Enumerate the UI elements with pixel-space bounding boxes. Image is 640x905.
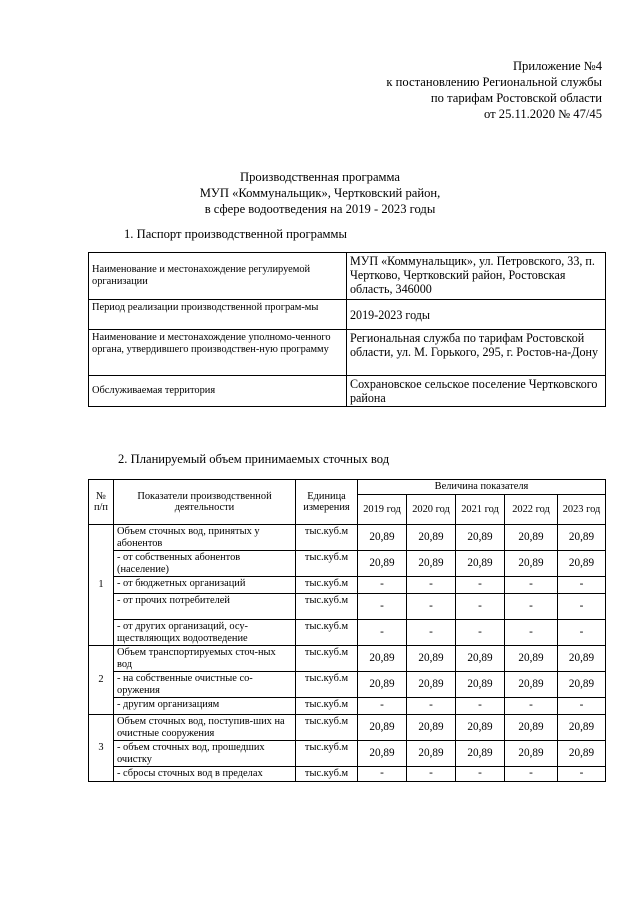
row-value: 20,89	[505, 741, 558, 767]
row-indicator: - другим организациям	[114, 698, 296, 715]
row-indicator: - от других организаций, осу-ществляющих водоотведение	[114, 620, 296, 646]
row-value: 20,89	[505, 551, 558, 577]
row-indicator: - от собственных абонентов (население)	[114, 551, 296, 577]
title-line: МУП «Коммунальщик», Чертковский район,	[199, 186, 441, 200]
row-value: -	[358, 620, 407, 646]
row-value: -	[456, 594, 505, 620]
row-number: 1	[89, 525, 114, 646]
row-value: 20,89	[358, 741, 407, 767]
passport-value: Региональная служба по тарифам Ростовской области, ул. М. Горького, 295, г. Ростов-на-Дону	[347, 330, 606, 376]
row-value: 20,89	[358, 672, 407, 698]
row-value: 20,89	[456, 551, 505, 577]
row-value: 20,89	[407, 715, 456, 741]
row-value: 20,89	[456, 646, 505, 672]
row-value: 20,89	[456, 715, 505, 741]
row-value: 20,89	[358, 551, 407, 577]
passport-value: 2019-2023 годы	[347, 300, 606, 330]
table-row	[89, 698, 606, 715]
header-unit: Единица измерения	[296, 480, 358, 525]
row-value: -	[456, 767, 505, 782]
row-value: 20,89	[407, 646, 456, 672]
row-value: -	[407, 698, 456, 715]
row-value: -	[358, 767, 407, 782]
passport-value: Сохрановское сельское поселение Чертковского района	[347, 376, 606, 407]
row-value: -	[407, 594, 456, 620]
table-row	[89, 525, 606, 551]
passport-label: Наименование и местонахождение регулируемой организации	[89, 253, 347, 300]
volume-table	[88, 479, 606, 782]
table-row	[89, 767, 606, 782]
passport-label: Обслуживаемая территория	[89, 376, 347, 407]
row-value: -	[505, 698, 558, 715]
row-value: -	[558, 698, 606, 715]
row-unit: тыс.куб.м	[296, 620, 358, 646]
row-value: -	[505, 577, 558, 594]
table-row	[89, 620, 606, 646]
row-value: -	[358, 698, 407, 715]
row-value: 20,89	[358, 525, 407, 551]
passport-label: Наименование и местонахождение уполномо-ченного органа, утвердившего производствен-ную программу	[89, 330, 347, 376]
row-indicator: - объем сточных вод, прошедших очистку	[114, 741, 296, 767]
volume-table-body	[89, 525, 606, 782]
row-value: 20,89	[358, 646, 407, 672]
row-value: -	[558, 767, 606, 782]
passport-table	[88, 252, 606, 407]
row-value: 20,89	[407, 672, 456, 698]
table-row	[89, 577, 606, 594]
row-value: 20,89	[505, 525, 558, 551]
table-row	[89, 715, 606, 741]
row-value: -	[358, 594, 407, 620]
row-value: 20,89	[558, 715, 606, 741]
row-value: -	[407, 767, 456, 782]
passport-row	[89, 330, 606, 376]
program-title	[0, 169, 640, 217]
table-row	[89, 551, 606, 577]
row-value: 20,89	[407, 741, 456, 767]
row-value: 20,89	[407, 525, 456, 551]
row-value: 20,89	[407, 551, 456, 577]
title-line: Производственная программа	[240, 170, 400, 184]
appendix-line: по тарифам Ростовской области	[430, 91, 602, 105]
table-row	[89, 672, 606, 698]
table-row	[89, 646, 606, 672]
row-value: -	[358, 577, 407, 594]
appendix-line: к постановлению Региональной службы	[386, 75, 602, 89]
row-number: 2	[89, 646, 114, 715]
header-year: 2021 год	[456, 495, 505, 525]
row-value: 20,89	[505, 646, 558, 672]
row-value: 20,89	[456, 672, 505, 698]
row-value: -	[505, 767, 558, 782]
row-value: 20,89	[456, 525, 505, 551]
row-value: -	[456, 577, 505, 594]
row-value: -	[505, 620, 558, 646]
passport-value: МУП «Коммунальщик», ул. Петровского, 33, п. Чертково, Чертковский район, Ростовская область, 346000	[347, 253, 606, 300]
row-indicator: - на собственные очистные со-оружения	[114, 672, 296, 698]
row-unit: тыс.куб.м	[296, 715, 358, 741]
row-unit: тыс.куб.м	[296, 551, 358, 577]
row-value: -	[505, 594, 558, 620]
row-indicator: Объем сточных вод, поступив-ших на очистные сооружения	[114, 715, 296, 741]
row-unit: тыс.куб.м	[296, 698, 358, 715]
section-1-heading: 1. Паспорт производственной программы	[124, 227, 347, 241]
row-unit: тыс.куб.м	[296, 594, 358, 620]
row-value: 20,89	[558, 525, 606, 551]
row-value: 20,89	[558, 551, 606, 577]
row-indicator: Объем транспортируемых сточ-ных вод	[114, 646, 296, 672]
table-row	[89, 594, 606, 620]
row-unit: тыс.куб.м	[296, 646, 358, 672]
row-value: 20,89	[558, 646, 606, 672]
header-year: 2023 год	[558, 495, 606, 525]
header-year: 2020 год	[407, 495, 456, 525]
header-indicator: Показатели производственной деятельности	[114, 480, 296, 525]
row-value: -	[558, 620, 606, 646]
row-unit: тыс.куб.м	[296, 741, 358, 767]
row-indicator: - сбросы сточных вод в пределах	[114, 767, 296, 782]
row-unit: тыс.куб.м	[296, 525, 358, 551]
row-value: 20,89	[505, 715, 558, 741]
title-line: в сфере водоотведения на 2019 - 2023 годы	[204, 202, 436, 216]
row-value: -	[456, 698, 505, 715]
header-value: Величина показателя	[358, 480, 606, 495]
row-unit: тыс.куб.м	[296, 672, 358, 698]
header-year: 2019 год	[358, 495, 407, 525]
header-year: 2022 год	[505, 495, 558, 525]
row-indicator: Объем сточных вод, принятых у абонентов	[114, 525, 296, 551]
row-indicator: - от бюджетных организаций	[114, 577, 296, 594]
row-value: -	[407, 577, 456, 594]
row-value: 20,89	[558, 741, 606, 767]
passport-label: Период реализации производственной програм-мы	[89, 300, 347, 330]
row-value: 20,89	[505, 672, 558, 698]
passport-row	[89, 253, 606, 300]
row-indicator: - от прочих потребителей	[114, 594, 296, 620]
row-value: -	[558, 577, 606, 594]
appendix-line: от 25.11.2020 № 47/45	[484, 107, 602, 121]
row-value: 20,89	[558, 672, 606, 698]
row-unit: тыс.куб.м	[296, 577, 358, 594]
row-number: 3	[89, 715, 114, 782]
table-row	[89, 741, 606, 767]
section-2-heading: 2. Планируемый объем принимаемых сточных вод	[118, 452, 390, 466]
passport-row	[89, 376, 606, 407]
header-num: № п/п	[89, 480, 114, 525]
row-value: 20,89	[358, 715, 407, 741]
passport-row	[89, 300, 606, 330]
appendix-line: Приложение №4	[512, 59, 602, 73]
row-value: -	[407, 620, 456, 646]
row-value: -	[558, 594, 606, 620]
row-unit: тыс.куб.м	[296, 767, 358, 782]
row-value: 20,89	[456, 741, 505, 767]
row-value: -	[456, 620, 505, 646]
appendix-block	[386, 58, 602, 122]
